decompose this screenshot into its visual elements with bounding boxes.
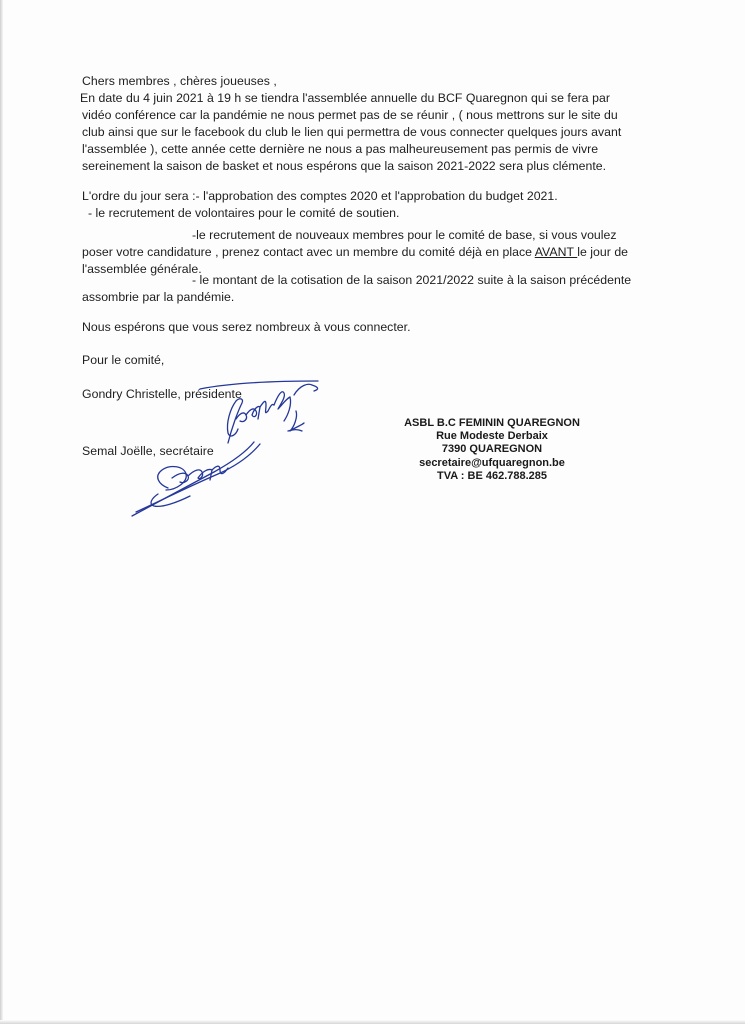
- paragraph1-line-3: club ainsi que sur le facebook du club le lien qui permettra de vous connecter quelques jours avant: [82, 125, 622, 139]
- paragraph1-line-5: sereinement la saison de basket et nous espérons que la saison 2021-2022 sera plus clémente.: [82, 159, 607, 173]
- signatory-secretary: Semal Joëlle, secrétaire: [82, 444, 214, 458]
- paragraph1-line-1: En date du 4 juin 2021 à 19 h se tiendra l'assemblée annuelle du BCF Quaregnon qui se fera par: [80, 91, 610, 105]
- secretary-signature: [128, 428, 278, 520]
- agenda-intro: L'ordre du jour sera :- l'approbation des comptes 2020 et l'approbation du budget 2021.: [82, 189, 558, 203]
- avant-emphasis: AVANT: [534, 245, 578, 259]
- closing-sentence: Nous espérons que vous serez nombreux à vous connecter.: [82, 320, 411, 334]
- stamp-vat: TVA : BE 462.788.285: [436, 469, 548, 482]
- agenda-item-fee-line-2: assombrie par la pandémie.: [82, 290, 235, 304]
- stamp-city: 7390 QUAREGNON: [441, 443, 543, 456]
- sign-off: Pour le comité,: [82, 353, 165, 367]
- candidature-text-end: le jour de: [577, 245, 629, 259]
- agenda-item-members-line-1: -le recrutement de nouveaux membres pour le comité de base, si vous voulez: [192, 228, 617, 242]
- signatory-president: Gondry Christelle, présidente: [82, 387, 242, 401]
- scan-bottom-shadow: [0, 1020, 745, 1024]
- candidature-text: poser votre candidature , prenez contact avec un membre du comité déjà en place: [82, 245, 535, 259]
- paragraph1-line-4: l'assemblée ), cette année cette dernière ne nous a pas malheureusement pas permis de vivre: [82, 142, 599, 156]
- paragraph1-line-2: vidéo conférence car la pandémie ne nous permet pas de se réunir , ( nous mettrons sur le site du: [82, 108, 618, 122]
- organization-stamp: [392, 417, 592, 483]
- agenda-item-members-line-2: [82, 245, 628, 260]
- agenda-item-fee-line-1: - le montant de la cotisation de la saison 2021/2022 suite à la saison précédente: [192, 273, 632, 287]
- scan-edge-shadow: [0, 0, 3, 1024]
- agenda-item-members-line-3: l'assemblée générale.: [82, 262, 202, 276]
- stamp-organization-name: ASBL B.C FEMININ QUAREGNON: [404, 417, 580, 429]
- stamp-street: Rue Modeste Derbaix: [436, 430, 548, 443]
- agenda-item-volunteers: - le recrutement de volontaires pour le comité de soutien.: [88, 206, 400, 220]
- stamp-email: secretaire@ufquaregnon.be: [419, 456, 565, 469]
- greeting: Chers membres , chères joueuses ,: [82, 74, 277, 88]
